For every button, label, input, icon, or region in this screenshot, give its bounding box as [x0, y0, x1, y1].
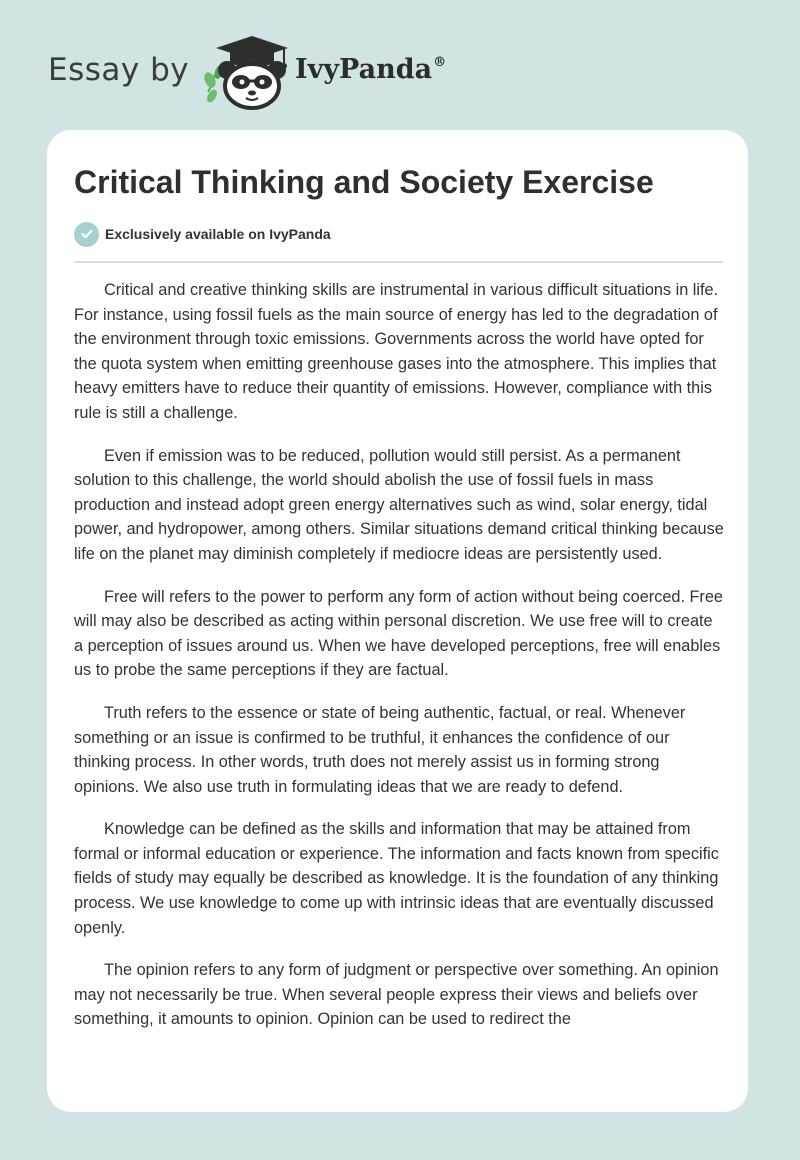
title-divider [74, 261, 723, 263]
essay-paragraph: Critical and creative thinking skills are instrumental in various difficult situations in life. For instance, using fossil fuels as the main source of energy has led to the degradation of the environment through toxic emissions. Governments across the world have opted for the quota system when emitting greenhouse gases into the atmosphere. This implies that heavy emitters have to reduce their quantity of emissions. However, compliance with this rule is still a challenge. [74, 281, 719, 422]
panda-graduate-icon [200, 30, 300, 110]
essay-card [47, 130, 748, 1112]
essay-paragraph: Knowledge can be defined as the skills and information that may be attained from formal or informal education or experience. The information and facts known from specific fields of study may equally be described as knowledge. It is the foundation of any thinking process. We use knowledge to come up with intrinsic ideas that are eventually discussed openly. [74, 820, 719, 937]
essay-by-label: Essay by [48, 52, 190, 88]
registered-mark: ® [433, 55, 447, 70]
essay-paragraph: The opinion refers to any form of judgment or perspective over something. An opinion may not necessarily be true. When several people express their views and beliefs over something, it amounts to opinion. Opinion can be used to redirect the [74, 961, 719, 1029]
brand-header [48, 30, 488, 110]
brand-name [295, 54, 446, 85]
brand-name-text: IvyPanda [295, 54, 433, 85]
essay-title: Critical Thinking and Society Exercise [74, 164, 654, 200]
essay-paragraph: Even if emission was to be reduced, pollution would still persist. As a permanent solution to this challenge, the world should abolish the use of fossil fuels in mass production and instead adopt green energy alternatives such as wind, solar energy, tidal power, and hydropower, among others. Similar situations demand critical thinking because life on the planet may diminish completely if mediocre ideas are persistently used. [74, 446, 724, 563]
availability-text: Exclusively available on IvyPanda [105, 226, 331, 242]
availability-badge [74, 221, 331, 247]
essay-paragraph: Free will refers to the power to perform any form of action without being coerced. Free will may also be described as acting within personal discretion. We use free will to create a perception of issues around us. When we have developed perceptions, free will enables us to probe the same perceptions if they are factual. [74, 587, 723, 680]
essay-paragraph: Truth refers to the essence or state of being authentic, factual, or real. Whenever something or an issue is confirmed to be truthful, it enhances the confidence of our thinking process. In other words, truth does not merely assist us in forming strong opinions. We also use truth in formulating ideas that we are ready to defend. [74, 703, 686, 796]
essay-body [74, 278, 726, 1050]
check-icon [74, 222, 99, 247]
